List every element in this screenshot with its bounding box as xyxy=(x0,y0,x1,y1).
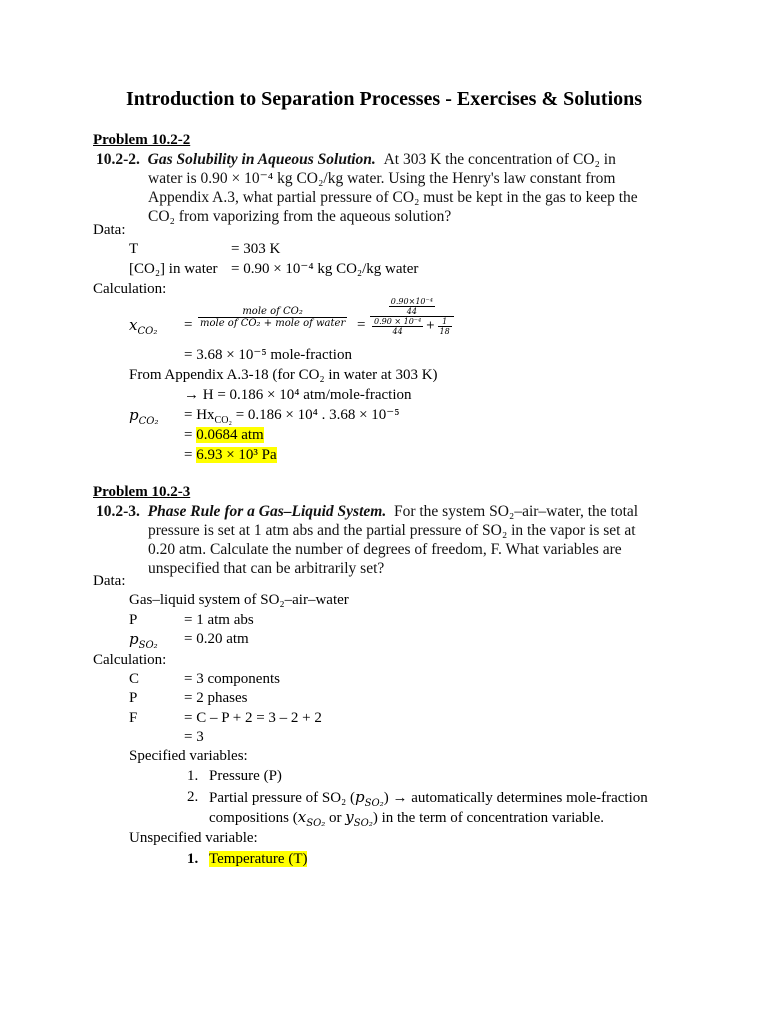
statement-line: For the system SO₂–air–water, the total xyxy=(393,503,639,520)
data-label: Data: xyxy=(93,222,126,238)
var-label: C xyxy=(129,671,140,687)
problem-heading: Problem 10.2-2 xyxy=(93,132,191,148)
statement-line: CO₂ from vaporizing from the aqueous solution? xyxy=(148,208,452,225)
statement-line: unspecified that can be arbitrarily set? xyxy=(148,560,385,577)
scanned-problem-statement xyxy=(96,502,638,578)
list-item: Pressure (P) xyxy=(209,768,282,784)
formula-denominator: mole of CO₂ + mole of water xyxy=(200,318,346,329)
var-value: = 1 atm abs xyxy=(184,612,254,628)
statement-line: Appendix A.3, what partial pressure of CO₂ must be kept in the gas to keep the xyxy=(148,189,638,206)
var-label: F xyxy=(129,710,138,726)
problem-number: 10.2-2. xyxy=(96,151,140,168)
var-value: = 0.20 atm xyxy=(184,631,249,647)
answer-atm: = 0.0684 atm xyxy=(184,427,264,443)
system-description: Gas–liquid system of SO₂–air–water xyxy=(129,592,349,608)
equals: = xyxy=(357,317,366,333)
symbol-p-so2: $p_{SO_2}$ xyxy=(129,630,158,651)
calculation-label: Calculation: xyxy=(93,281,167,297)
statement-line: At 303 K the concentration of CO₂ in xyxy=(383,151,616,168)
answer-highlight: 6.93 × 10³ Pa xyxy=(196,447,277,463)
data-label: Data: xyxy=(93,573,126,589)
problem-title: Phase Rule for a Gas–Liquid System. xyxy=(147,503,387,520)
statement-line: 0.20 atm. Calculate the number of degrees of freedom, F. What variables are xyxy=(148,541,622,558)
unspecified-label: Unspecified variable: xyxy=(129,830,258,846)
problem-heading: Problem 10.2-3 xyxy=(93,484,191,500)
calculation-label: Calculation: xyxy=(93,652,167,668)
var-label: P xyxy=(129,690,138,706)
problem-title: Gas Solubility in Aqueous Solution. xyxy=(147,151,376,168)
scanned-problem-statement xyxy=(96,150,638,226)
list-number: 1. xyxy=(187,768,199,784)
list-number: 1. xyxy=(187,851,199,867)
answer-highlight: Temperature (T) xyxy=(209,851,308,867)
page-title: Introduction to Separation Processes - Exercises & Solutions xyxy=(125,88,643,110)
var-label: T xyxy=(129,241,139,257)
var-value: = 303 K xyxy=(231,241,281,257)
var-value: = 3 components xyxy=(184,671,280,687)
var-value: = C – P + 2 = 3 – 2 + 2 xyxy=(184,710,322,726)
formula-numerator: mole of CO₂ xyxy=(198,306,347,318)
numeric-fraction: $\frac{\text{0.90×10⁻⁴}}{44}$ $\frac{\text{0.90 × 10⁻⁴}}{44}$ + $\frac{1}{18}$ xyxy=(370,297,454,336)
mole-fraction-formula xyxy=(198,306,347,329)
appendix-reference: From Appendix A.3-18 (for CO₂ in water at 303 K) xyxy=(129,367,438,383)
list-item xyxy=(209,850,307,868)
statement-line: water is 0.90 × 10⁻⁴ kg CO₂/kg water. Using the Henry's law constant from xyxy=(148,170,616,187)
var-value: = 3 xyxy=(184,729,204,745)
var-label: [CO₂] in water xyxy=(129,261,218,277)
equals: = xyxy=(184,317,193,333)
var-value: = 0.90 × 10⁻⁴ kg CO₂/kg water xyxy=(231,261,419,277)
answer-pa: = 6.93 × 10³ Pa xyxy=(184,447,277,463)
x-result: = 3.68 × 10⁻⁵ mole-fraction xyxy=(184,347,352,363)
symbol-x-co2: $x_{CO_2}$ xyxy=(129,316,158,337)
statement-line: pressure is set at 1 atm abs and the partial pressure of SO₂ in the vapor is set at xyxy=(148,522,636,539)
specified-label: Specified variables: xyxy=(129,748,248,764)
var-value: = 2 phases xyxy=(184,690,248,706)
list-number: 2. xyxy=(187,789,199,805)
partial-pressure-formula: = $Hx_{CO_2} = 0.186 \times 10^4$ . 3.68 × 10⁻⁵ xyxy=(184,407,400,426)
henry-constant: → H = 0.186 × 10⁴ atm/mole-fraction xyxy=(184,387,412,403)
list-item: Partial pressure of SO₂ $(p_{SO_2})$ → automatically determines mole-fraction xyxy=(209,788,648,809)
var-label: P xyxy=(129,612,138,628)
problem-number: 10.2-3. xyxy=(96,503,140,520)
list-item-continuation: compositions ($x_{SO_2}$ or $y_{SO_2}$) in the term of concentration variable. xyxy=(209,808,604,829)
answer-highlight: 0.0684 atm xyxy=(196,427,264,443)
symbol-p-co2: $p_{CO_2}$ xyxy=(129,406,159,427)
